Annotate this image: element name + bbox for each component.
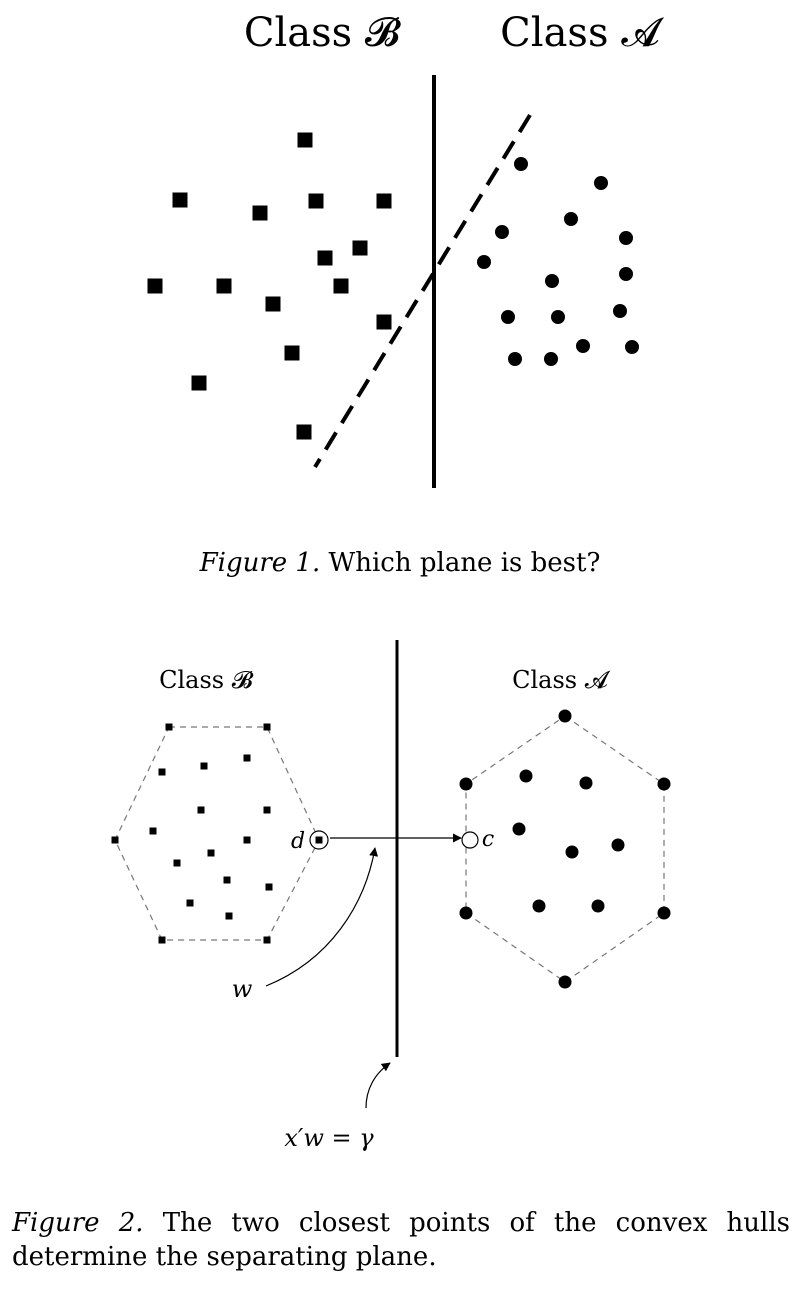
fig2-square-point-13 bbox=[224, 877, 231, 884]
fig2-square-point-9 bbox=[244, 837, 251, 844]
fig2-square-point-6 bbox=[198, 807, 205, 814]
figure-2-caption-text: The two closest points of the convex hulls determine the separating plane. bbox=[12, 1208, 791, 1272]
fig1-square-point-5 bbox=[377, 194, 392, 209]
fig2-convex-hull-b bbox=[115, 727, 319, 940]
fig1-square-point-6 bbox=[353, 241, 368, 256]
fig1-circle-point-5 bbox=[619, 231, 633, 245]
fig1-circle-point-13 bbox=[544, 352, 558, 366]
fig2-circle-point-13 bbox=[559, 976, 572, 989]
fig1-square-point-1 bbox=[298, 133, 313, 148]
fig2-circle-point-4 bbox=[580, 777, 593, 790]
fig2-square-point-11 bbox=[208, 850, 215, 857]
fig2-label-w: w bbox=[231, 975, 253, 1003]
fig2-square-point-4 bbox=[201, 763, 208, 770]
figure-2 bbox=[112, 640, 671, 1152]
fig1-circle-point-1 bbox=[514, 157, 528, 171]
fig1-circle-point-3 bbox=[564, 212, 578, 226]
fig2-circle-point-8 bbox=[566, 846, 579, 859]
fig1-circle-point-4 bbox=[495, 225, 509, 239]
fig2-convex-hull-a bbox=[466, 716, 664, 982]
fig2-circle-point-1 bbox=[559, 710, 572, 723]
fig2-w-pointer-arrow bbox=[266, 848, 375, 986]
fig2-circle-point-2 bbox=[460, 778, 473, 791]
figure-2-caption-label: Figure 2. bbox=[12, 1208, 144, 1238]
fig2-class-b-points bbox=[112, 724, 273, 944]
fig2-square-point-10 bbox=[112, 837, 119, 844]
fig2-label-d: d bbox=[290, 829, 306, 854]
fig1-circle-point-9 bbox=[501, 310, 515, 324]
fig2-circle-point-7 bbox=[612, 839, 625, 852]
fig1-square-point-12 bbox=[377, 315, 392, 330]
fig1-square-point-2 bbox=[173, 193, 188, 208]
fig2-square-point-14 bbox=[266, 884, 273, 891]
fig2-square-point-1 bbox=[166, 724, 173, 731]
fig2-circle-point-3 bbox=[520, 770, 533, 783]
fig2-square-point-3 bbox=[159, 769, 166, 776]
figure-1 bbox=[148, 10, 665, 488]
fig2-circle-point-11 bbox=[592, 900, 605, 913]
fig2-circle-point-9 bbox=[460, 907, 473, 920]
fig2-class-a-label: Class 𝓐 bbox=[512, 666, 608, 694]
fig2-square-point-15 bbox=[187, 900, 194, 907]
fig2-square-point-7 bbox=[264, 807, 271, 814]
fig1-circle-point-2 bbox=[594, 176, 608, 190]
fig1-square-point-11 bbox=[266, 297, 281, 312]
fig1-square-point-13 bbox=[285, 346, 300, 361]
figure-1-caption-text: Which plane is best? bbox=[328, 548, 601, 578]
fig2-circle-point-5 bbox=[658, 778, 671, 791]
fig1-circle-point-11 bbox=[613, 304, 627, 318]
fig2-square-point-18 bbox=[264, 937, 271, 944]
fig2-label-c: c bbox=[481, 827, 495, 852]
fig2-square-point-8 bbox=[150, 828, 157, 835]
fig2-square-point-16 bbox=[226, 913, 233, 920]
fig1-class-a-points bbox=[477, 157, 639, 366]
fig1-class-b-points bbox=[148, 133, 392, 440]
fig1-square-point-15 bbox=[297, 425, 312, 440]
fig2-class-b-label: Class 𝓑 bbox=[159, 666, 253, 694]
fig2-square-point-12 bbox=[174, 860, 181, 867]
fig2-square-point-2 bbox=[264, 724, 271, 731]
fig1-circle-point-7 bbox=[545, 274, 559, 288]
fig2-circle-point-10 bbox=[533, 900, 546, 913]
fig1-square-point-8 bbox=[148, 279, 163, 294]
fig1-class-b-label: Class 𝓑 bbox=[243, 10, 401, 56]
fig2-plane-pointer-arrow bbox=[366, 1063, 390, 1108]
fig1-circle-point-6 bbox=[477, 255, 491, 269]
fig1-circle-point-12 bbox=[508, 352, 522, 366]
fig1-square-point-10 bbox=[334, 279, 349, 294]
fig1-circle-point-8 bbox=[619, 267, 633, 281]
fig2-plane-equation: x′w = γ bbox=[284, 1124, 374, 1152]
fig2-square-point-5 bbox=[244, 755, 251, 762]
fig1-square-point-14 bbox=[192, 376, 207, 391]
fig1-circle-point-10 bbox=[551, 310, 565, 324]
fig2-point-d bbox=[316, 837, 323, 844]
fig1-square-point-7 bbox=[318, 251, 333, 266]
fig1-square-point-4 bbox=[309, 194, 324, 209]
fig2-point-c bbox=[462, 832, 478, 848]
fig2-circle-point-12 bbox=[658, 907, 671, 920]
fig1-square-point-9 bbox=[217, 279, 232, 294]
figure-1-caption bbox=[0, 548, 800, 578]
fig1-square-point-3 bbox=[253, 206, 268, 221]
figure-2-caption bbox=[12, 1206, 790, 1274]
fig1-circle-point-15 bbox=[625, 340, 639, 354]
figure-1-caption-label: Figure 1. bbox=[199, 548, 321, 578]
fig1-circle-point-14 bbox=[576, 339, 590, 353]
fig2-square-point-17 bbox=[159, 937, 166, 944]
fig1-class-a-label: Class 𝓐 bbox=[500, 10, 660, 56]
fig2-circle-point-6 bbox=[513, 823, 526, 836]
